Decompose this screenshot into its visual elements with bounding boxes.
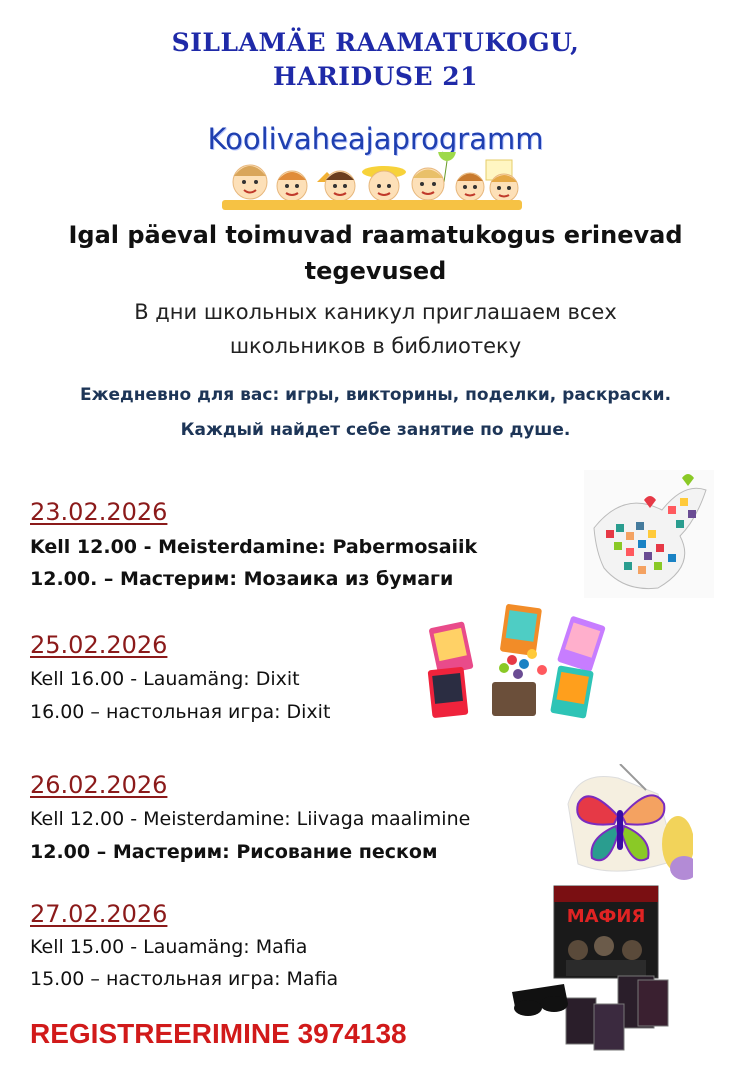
- event-description-et: Kell 12.00 - Meisterdamine: Pabermosaiik: [30, 536, 478, 558]
- event-description-et: Kell 15.00 - Lauamäng: Mafia: [30, 936, 308, 958]
- event-description-et: Kell 16.00 - Lauamäng: Dixit: [30, 668, 300, 690]
- event-description-ru: 16.00 – настольная игра: Dixit: [30, 701, 331, 723]
- dixit-board-game-icon: [412, 602, 624, 724]
- event-description-et: Kell 12.00 - Meisterdamine: Liivaga maalimine: [30, 808, 471, 830]
- registration-phone: REGISTREERIMINE 3974138: [30, 1018, 407, 1049]
- event-description-ru: 12.00. – Мастерим: Мозаика из бумаги: [30, 568, 454, 590]
- daily-activities-line2: Каждый найдет себе занятие по душе.: [180, 420, 571, 440]
- event-date: 23.02.2026: [30, 498, 168, 526]
- program-title: Koolivaheajaprogramm: [207, 122, 544, 156]
- intro-estonian-line2: tegevused: [304, 257, 447, 285]
- intro-russian-line1: В дни школьных каникул приглашаем всех: [134, 300, 617, 324]
- intro-russian-line2: школьников в библиотеку: [229, 334, 522, 358]
- event-description-ru: 12.00 – Мастерим: Рисование песком: [30, 841, 438, 863]
- sand-painting-butterfly-icon: [548, 764, 693, 882]
- library-title-line1: SILLAMÄE RAAMATUKOGU,: [171, 28, 580, 57]
- mafia-board-game-icon: [506, 880, 676, 1060]
- daily-activities-line1: Ежедневно для вас: игры, викторины, поделки, раскраски.: [79, 385, 672, 405]
- event-date: 25.02.2026: [30, 631, 168, 659]
- event-date: 26.02.2026: [30, 771, 168, 799]
- event-description-ru: 15.00 – настольная игра: Mafia: [30, 968, 339, 990]
- intro-estonian-line1: Igal päeval toimuvad raamatukogus erinevad: [68, 221, 683, 249]
- event-date: 27.02.2026: [30, 900, 168, 928]
- library-title-line2: HARIDUSE 21: [272, 62, 479, 91]
- mafia-box-title: МАФИЯ: [566, 906, 646, 927]
- children-faces-illustration: [222, 152, 522, 210]
- paper-mosaic-dove-icon: [584, 470, 714, 598]
